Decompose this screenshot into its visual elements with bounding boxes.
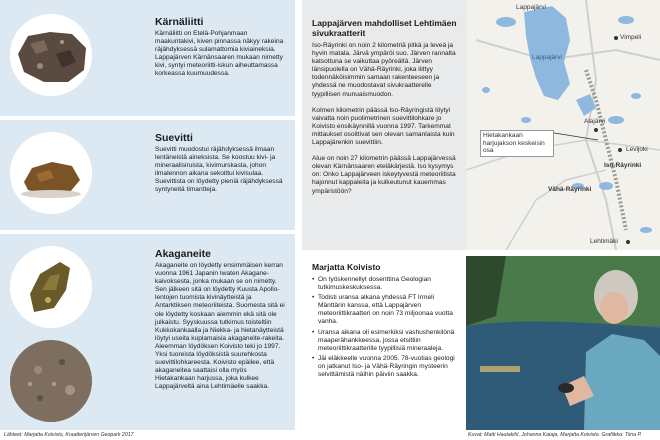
akaganeite-rock-image [10, 246, 92, 328]
map-dot-vimpeli [614, 36, 618, 40]
lehtimaki-paragraph-3: Alue on noin 27 kilometrin päässä Lappajärvessä olevan Kärnänsaaren eteläkärjestä. Iso kysymys on: Onko Lappajärveen iskeytyvestä meteoriitista hajonnut kappaleita ja kulkeutunut kauemmas ympäristöön? [312, 155, 456, 195]
map-label-vaha-rayrinki: Vähä-Räyrinki [548, 186, 592, 193]
suevitti-text: Suevitti muodostui räjähdyksessä ilmaan lentäneistä aineksista. Se koostuu kivi- ja mineraalisiruista, kivimurskasta, johon ilmalennon aikana sekoittui kivisulaa. Suevittista on löydetty pieniä räjähdyksessä syntyneitä timantteja. [155, 146, 283, 194]
map-label-levijoki: Levijoki [626, 146, 648, 153]
map-dot-alajarvi [594, 128, 598, 132]
koivisto-bullet-list [312, 276, 462, 379]
koivisto-bullet: • Jäi eläkkeelle vuonna 2005. 78-vuotias geologi on jatkanut Iso- ja Vähä-Räyringin mysteerin selvittämistä näihin päiviin saakka. [312, 355, 462, 379]
map-label-lappajarvi-town: Lappajärvi [516, 4, 546, 11]
karnaliitti-panel [0, 0, 295, 116]
koivisto-bullet: • Todisti uransa alkana yhdessä FT Irmeli Mänttärin kanssa, että Lappajärven meteoriittikraatteri on noin 73 miljoonaa vuotta vanha. [312, 294, 462, 326]
map-label-vimpeli: Vimpeli [620, 34, 642, 41]
koivisto-bullet: • Uransa aikana oli esimerkiksi vashushenkilönä maaperähankkeessa, jossa etsittiin meteoriittikraatterille tyypillisiä mineraaleja. [312, 329, 462, 353]
koivisto-bullet: • On työskennellyt dosenttina Geologian tutkimuskeskuksessa. [312, 276, 462, 292]
akaganeite-text: Akaganeite on löydetty ensimmäisen kerran vuonna 1961 Japanin Iwaten Akagane-kaivoksesta, jonka mukaan se on nimetty. Sen jälkeen sitä on löydetty Kuusta Apollo-lentojen tuomista kivinäytteistä ja Antarktiksen meteoriiteista. Suomesta sitä ei ole löydetty koskaan aiemmin ekä sitä ole julkaistu. Syyskuussa tutkimus toisteltiin Kukkokankaalla ja Niekka- ja hietanäytteistä löytyi useita kuplamaisia akaganeite-rakeita. Aleemman löydöksen Koivisto teki jo 1997. Yksi tuoreista löydöksistä suurehkosta suevittilohkareesta. Koivisto epäilee, että akaganeitea saattaisi olla myös Hietakankaan harjussa, joka kulkee Lappajärveltä aina Lehtimäelle saakka. [155, 262, 285, 391]
map-label-iso-rayrinki: Iso-Räyrinki [604, 162, 642, 169]
lehtimaki-title: Lappajärven mahdolliset Lehtimäen sivukraatterit [312, 18, 457, 38]
map-dot-levijoki [618, 148, 622, 152]
karnaliitti-rock-image [10, 14, 92, 96]
koivisto-photo [466, 256, 660, 430]
koivisto-title: Marjatta Koivisto [312, 262, 381, 272]
map-label-lehtimaki: Lehtimäki [590, 238, 618, 245]
suevitti-panel [0, 120, 295, 230]
suevitti-boulder-image [10, 340, 92, 422]
region-map [466, 0, 660, 250]
map-label-hietakangas: Hietakankaan harjujakson keskeisin osa [480, 130, 554, 157]
karnaliitti-title: Kärnäliitti [155, 16, 204, 28]
lehtimaki-paragraph-1: Iso-Räyrinki on noin 2 kilometriä pitkä ja leveä ja hyvin matala. Järvä ympäröi suo. Järven rannalta katsottuna se vaikuttaa pyöreältä. Järven länsipuolella on Vähä-Räyrinki, joka liittyy todennäköisimmin samaan rakenteeseen ja yhdessä ne muodostavat sivukraatterelle tyypillisen munuaismuodon. [312, 42, 456, 98]
akaganeite-panel [0, 234, 295, 430]
lehtimaki-panel [302, 0, 466, 250]
sources-credit: Lähteet: Marjatta Koivisto, Kraatterijärven Geopark 2017 [4, 432, 134, 438]
karnaliitti-text: Kärnäliitti on Etelä-Pohjanmaan maakuntakivi, kiven pinnassa näkyy rakeina räjähdyksessä sulamattomia kiviaineksia. Lappajärven Kärnänsaaren mukaan nimetty kivi, syntyi meteoriitti-iskun aiheuttamassa korkeassa kuumuudessa. [155, 30, 284, 78]
akaganeite-title: Akaganeite [155, 248, 212, 260]
photo-credit: Kuvat: Matti Hautakihl, Johanna Kataja, Marjatta Koivisto. Grafiikka: Tiina P. [468, 432, 642, 438]
suevitti-title: Suevitti [155, 132, 193, 144]
lehtimaki-paragraph-2: Kolmen kilometrin päässä Iso-Räyringistä löytyi vaivatta noin puolimetrinen suevittilohkare jo Koivisto ensikäynnillä vuonna 1997. Tarkemmat mittaukset osoittivat sen olevan samanlaista kuin Lappajärenkin suevittiin. [312, 106, 455, 147]
map-label-alajarvi: Alajärvi [584, 118, 606, 125]
map-dot-lehtimaki [626, 240, 630, 244]
suevitti-rock-image [10, 132, 92, 214]
map-label-lappajarvi-lake: Lappajärvi [532, 54, 562, 61]
koivisto-panel [302, 256, 466, 430]
